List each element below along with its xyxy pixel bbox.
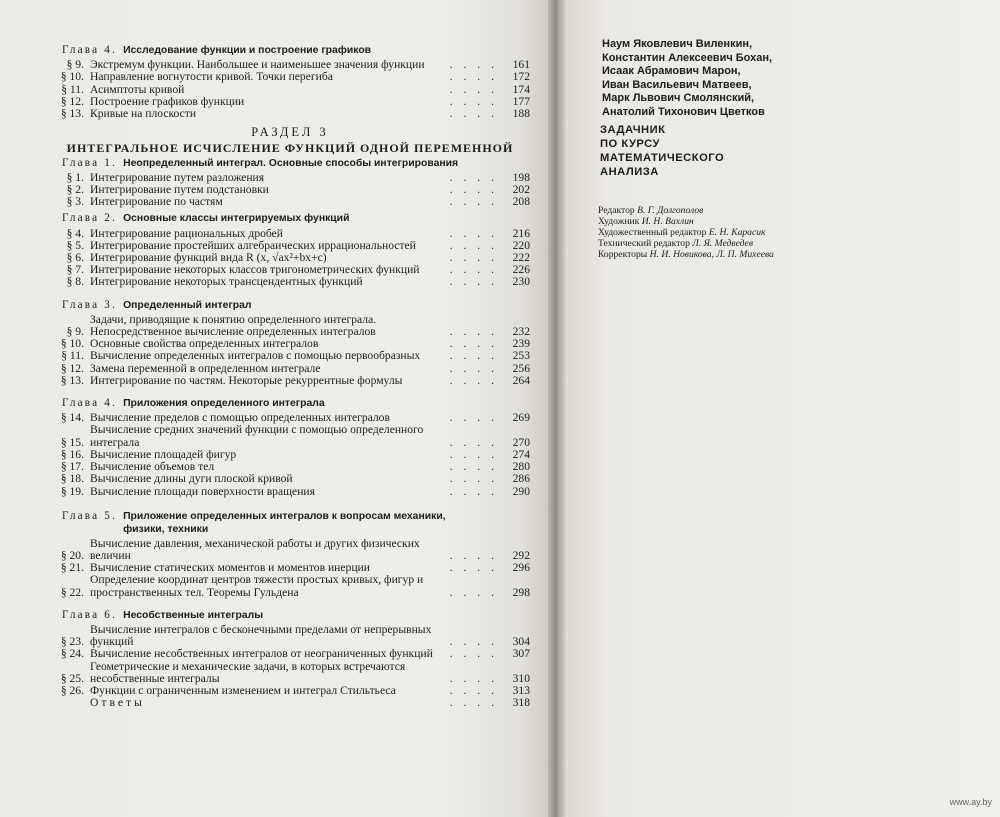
credit-name: Е. Н. Карасик: [708, 227, 766, 238]
section-mark: § 4.: [66, 226, 84, 240]
page-number: 188: [512, 107, 530, 121]
toc-entry: [50, 538, 530, 562]
title-line: МАТЕМАТИЧЕСКОГО: [600, 152, 725, 164]
toc-entry: [50, 108, 530, 120]
chapter-title: Основные классы интегрируемых функций: [123, 213, 350, 225]
entry-title: Интегрирование некоторых классов тригонометрических функций: [90, 263, 420, 277]
section-mark: § 10.: [60, 337, 84, 351]
section-mark: § 25.: [60, 671, 84, 685]
chapter-title: Приложения определенного интеграла: [123, 398, 325, 410]
leader-dots: . . . .: [449, 562, 498, 575]
page-number: 216: [512, 226, 530, 240]
page-number: 202: [512, 183, 530, 197]
section-mark: § 24.: [60, 647, 84, 661]
title-line: ПО КУРСУ: [600, 138, 660, 150]
section-mark: § 23.: [60, 635, 84, 649]
chapter-heading: [50, 44, 530, 57]
entry-title: Направление вогнутости кривой. Точки перегиба: [90, 70, 333, 84]
page-number: 230: [512, 275, 530, 289]
section-number: РАЗДЕЛ 3: [251, 125, 329, 140]
page-number: 198: [512, 170, 530, 184]
section-mark: § 15.: [60, 435, 84, 449]
entry-title: Интегрирование рациональных дробей: [90, 226, 284, 240]
credit-role: Технический редактор: [598, 238, 690, 249]
entry-title: Основные свойства определенных интегралов: [90, 337, 319, 351]
credit-name: Л. Я. Медведев: [692, 238, 753, 249]
toc-entry: [50, 648, 530, 660]
section-mark: § 13.: [60, 373, 84, 387]
page-number: 239: [512, 337, 530, 351]
leader-dots: . . . .: [449, 549, 498, 562]
section-mark: § 12.: [60, 94, 84, 108]
toc-entry: [50, 350, 530, 362]
entry-title: Интегрирование путем разложения: [90, 170, 265, 184]
entry-title: Вычисление пределов с помощью определенных интегралов: [90, 411, 390, 425]
section-mark: § 11.: [61, 349, 84, 363]
credit-role: Художник: [598, 216, 640, 227]
chapter-title: Несобственные интегралы: [123, 609, 264, 621]
section-mark: § 11.: [61, 82, 84, 96]
section-mark: § 12.: [60, 361, 84, 375]
chapter-heading: [50, 157, 530, 170]
entry-title: Экстремум функции. Наибольшее и наименьшее значения функции: [90, 58, 425, 72]
toc-entry: [50, 276, 530, 288]
toc-entry: [50, 84, 530, 96]
entry-title: Определение координат центров тяжести простых кривых, фигур и пространственных тел. Теоремы Гульдена: [90, 573, 424, 599]
section-mark: § 26.: [60, 683, 84, 697]
section-mark: § 8.: [66, 275, 84, 289]
section-mark: § 1.: [66, 170, 84, 184]
leader-dots: . . . .: [449, 196, 498, 209]
leader-dots: . . . .: [449, 338, 498, 351]
entry-title: Вычисление несобственных интегралов от неограниченных функций: [90, 647, 433, 661]
book-gutter: [548, 0, 566, 817]
section-mark: § 7.: [66, 263, 84, 277]
entry-title: Построение графиков функции: [90, 94, 245, 108]
section-name: ИНТЕГРАЛЬНОЕ ИСЧИСЛЕНИЕ ФУНКЦИЙ ОДНОЙ ПЕРЕМЕННОЙ: [66, 141, 514, 156]
entry-title: Вычисление площадей фигур: [90, 447, 237, 461]
credit-role: Художественный редактор: [598, 227, 707, 238]
leader-dots: . . . .: [449, 326, 498, 339]
credit-name: Н. И. Новикова, Л. П. Михеева: [649, 249, 774, 260]
leader-dots: . . . .: [449, 473, 498, 486]
toc-entry: [50, 624, 530, 648]
leader-dots: . . . .: [449, 374, 498, 387]
page-number: 286: [512, 472, 530, 486]
chapter-label: Глава 6.: [62, 608, 118, 621]
page-number: 256: [512, 361, 530, 375]
chapter-label: Глава 4.: [62, 44, 118, 56]
page-number: 292: [512, 548, 530, 562]
leader-dots: . . . .: [449, 276, 498, 289]
entry-title: Вычисление средних значений функции с помощью определенного интеграла: [90, 423, 424, 449]
leader-dots: . . . .: [449, 697, 498, 710]
page-number: 174: [512, 82, 530, 96]
section-mark: § 18.: [60, 472, 84, 486]
chapter-heading: [50, 510, 530, 536]
page-number: 222: [512, 251, 530, 265]
section-mark: § 22.: [60, 585, 84, 599]
page-number: 269: [512, 411, 530, 425]
section-mark: § 20.: [60, 548, 84, 562]
author-name: Наум Яковлевич Виленкин,: [602, 38, 753, 50]
entry-title: Вычисление интегралов с бесконечными пределами от непрерывных функций: [90, 622, 432, 649]
leader-dots: . . . .: [449, 59, 498, 72]
entry-title: Функции с ограниченным изменением и интеграл Стильтьеса: [90, 683, 396, 697]
leader-dots: . . . .: [449, 83, 498, 96]
entry-title: Интегрирование некоторых трансцендентных функций: [90, 275, 363, 289]
entry-title: Интегрирование функций вида R (x, √ax²+bx+c): [90, 251, 327, 265]
credit-role: Корректоры: [598, 249, 648, 260]
entry-title: Вычисление статических моментов и моментов инерции: [90, 561, 370, 575]
toc-entry: [50, 228, 530, 240]
chapter-heading: [50, 609, 530, 622]
title-line: АНАЛИЗА: [600, 166, 659, 178]
chapter-heading: [50, 299, 530, 312]
credit-line: [598, 205, 774, 216]
leader-dots: . . . .: [449, 648, 498, 661]
chapter-label: Глава 5.: [62, 509, 118, 522]
section-mark: § 19.: [60, 484, 84, 498]
leader-dots: . . . .: [449, 227, 498, 240]
section-mark: § 16.: [60, 447, 84, 461]
section-mark: § 9.: [66, 58, 84, 72]
leader-dots: . . . .: [449, 436, 498, 449]
page-number: 304: [512, 635, 530, 649]
chapter-title: Исследование функции и построение графиков: [123, 45, 372, 56]
page-number: 270: [512, 435, 530, 449]
chapter-title: Определенный интеграл: [123, 299, 252, 311]
entry-title: Интегрирование по частям: [90, 195, 223, 209]
section-mark: § 21.: [60, 561, 84, 575]
credit-line: [598, 216, 774, 227]
entry-title: Кривые на плоскости: [90, 107, 197, 121]
table-of-contents: [50, 38, 530, 709]
toc-entry: [50, 196, 530, 208]
leader-dots: . . . .: [449, 350, 498, 363]
page-number: 208: [512, 195, 530, 209]
page-number: 280: [512, 460, 530, 474]
page-number: 172: [512, 70, 530, 84]
leader-dots: . . . .: [449, 362, 498, 375]
credit-name: В. Г. Долгополов: [637, 205, 704, 216]
author-name: Марк Львович Смолянский,: [602, 92, 755, 104]
leader-dots: . . . .: [449, 586, 498, 599]
leader-dots: . . . .: [449, 448, 498, 461]
section-mark: § 9.: [66, 325, 84, 339]
credit-line: [598, 249, 774, 260]
leader-dots: . . . .: [449, 672, 498, 685]
page-number: 310: [512, 671, 530, 685]
author-name: Иван Васильевич Матвеев,: [602, 78, 752, 91]
credit-role: Редактор: [598, 205, 635, 216]
leader-dots: . . . .: [449, 636, 498, 649]
leader-dots: . . . .: [449, 485, 498, 498]
leader-dots: . . . .: [449, 252, 498, 265]
entry-title: Интегрирование простейших алгебраических иррациональностей: [90, 238, 416, 252]
toc-entry: [50, 71, 530, 83]
entry-title: Вычисление давления, механической работы и других физических величин: [90, 536, 420, 562]
entry-title: Интегрирование путем подстановки: [90, 183, 269, 197]
section-mark: § 13.: [60, 107, 84, 121]
section-mark: § 17.: [60, 460, 84, 474]
author-name: Константин Алексеевич Бохан,: [602, 51, 773, 64]
entry-title: Вычисление определенных интегралов с помощью первообразных: [90, 349, 421, 363]
leader-dots: . . . .: [449, 239, 498, 252]
entry-title: Вычисление площади поверхности вращения: [90, 484, 315, 498]
section-heading: [50, 126, 530, 154]
section-mark: § 6.: [66, 251, 84, 265]
chapter-heading: [50, 212, 530, 225]
toc-entry: [50, 661, 530, 685]
chapter-label: Глава 2.: [62, 212, 118, 225]
entry-title: Задачи, приводящие к понятию определенного интеграла. Непосредственное вычисление определенных интегралов: [90, 312, 377, 339]
entry-title: Замена переменной в определенном интеграле: [90, 361, 321, 375]
page-number: 307: [512, 647, 530, 661]
section-mark: § 10.: [60, 70, 84, 84]
page-number: 226: [512, 263, 530, 277]
toc-entry: [50, 375, 530, 387]
page-number: 298: [512, 585, 530, 599]
leader-dots: . . . .: [449, 71, 498, 84]
watermark: www.ay.by: [949, 797, 992, 807]
credit-line: [598, 227, 774, 238]
leader-dots: . . . .: [449, 108, 498, 121]
toc-entry: [50, 473, 530, 485]
chapter-title: Приложение определенных интегралов к вопросам механики, физики, техники: [123, 510, 446, 535]
credit-name: И. Н. Вахлин: [641, 216, 694, 227]
author-name: Анатолий Тихонович Цветков: [602, 105, 765, 118]
chapter-label: Глава 3.: [62, 298, 118, 311]
leader-dots: . . . .: [449, 684, 498, 697]
page-number: 220: [512, 238, 530, 252]
book-title: [600, 123, 724, 179]
chapter-title: Неопределенный интеграл. Основные способы интегрирования: [123, 157, 459, 169]
leader-dots: . . . .: [449, 264, 498, 277]
chapter-heading: [50, 397, 530, 410]
credit-line: [598, 238, 774, 249]
page-number: 274: [512, 447, 530, 461]
leader-dots: . . . .: [449, 95, 498, 108]
answers-label: Ответы: [90, 696, 145, 710]
toc-entry: [50, 314, 530, 338]
authors-list: [602, 38, 772, 119]
page-number: 313: [512, 683, 530, 697]
page-number: 177: [512, 94, 530, 108]
page-number: 290: [512, 484, 530, 498]
leader-dots: . . . .: [449, 412, 498, 425]
leader-dots: . . . .: [449, 461, 498, 474]
section-mark: § 2.: [66, 183, 84, 197]
credits-list: [598, 205, 774, 260]
title-line: ЗАДАЧНИК: [600, 124, 666, 136]
chapter-label: Глава 4.: [62, 397, 118, 410]
page-number: 318: [512, 696, 530, 710]
entry-title: Интегрирование по частям. Некоторые рекуррентные формулы: [90, 373, 403, 387]
page-number: 253: [512, 349, 530, 363]
chapter-label: Глава 1.: [62, 156, 118, 169]
entry-title: Вычисление объемов тел: [90, 460, 215, 474]
answers-entry: [50, 697, 530, 709]
page-number: 232: [512, 325, 530, 339]
entry-title: Асимптоты кривой: [90, 82, 185, 96]
section-mark: § 3.: [66, 195, 84, 209]
leader-dots: . . . .: [449, 184, 498, 197]
toc-entry: [50, 424, 530, 448]
entry-title: Вычисление длины дуги плоской кривой: [90, 472, 293, 486]
page-number: 264: [512, 373, 530, 387]
section-mark: § 5.: [66, 238, 84, 252]
page-number: 296: [512, 561, 530, 575]
toc-entry: [50, 486, 530, 498]
leader-dots: . . . .: [449, 171, 498, 184]
page-number: 161: [512, 58, 530, 72]
toc-entry: [50, 574, 530, 598]
entry-title: Геометрические и механические задачи, в которых встречаются несобственные интегралы: [90, 659, 406, 685]
author-name: Исаак Абрамович Марон,: [602, 65, 741, 77]
section-mark: § 14.: [60, 411, 84, 425]
